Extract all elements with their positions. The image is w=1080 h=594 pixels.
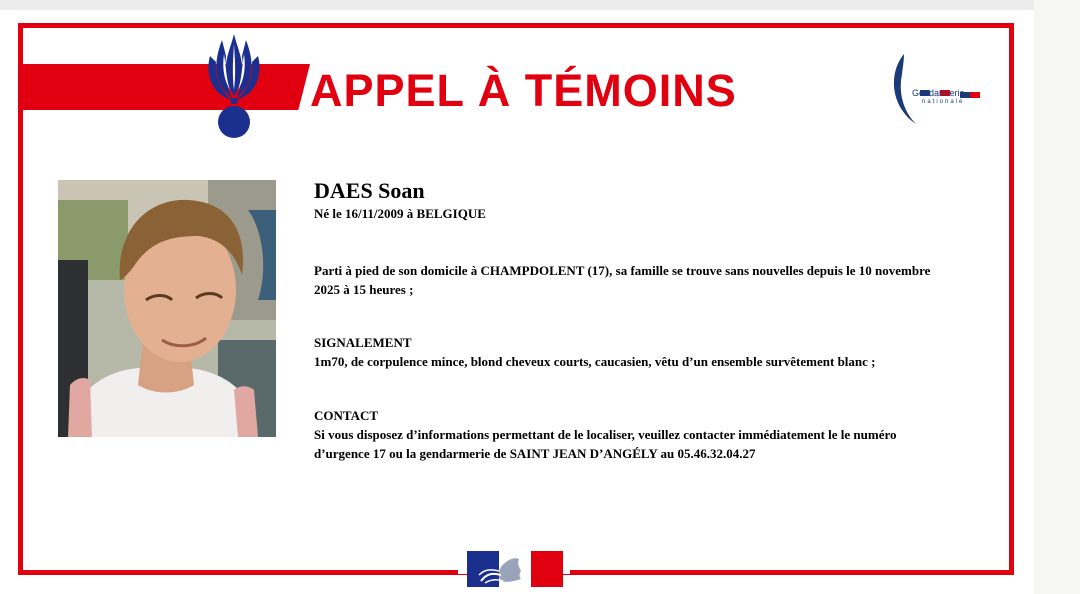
- title-banner: [18, 64, 310, 110]
- page-margin: [1034, 0, 1080, 594]
- logo-text-gendarmerie: Gendarmerie: [912, 88, 965, 98]
- contact-heading: CONTACT: [314, 408, 379, 423]
- signalement-heading: SIGNALEMENT: [314, 335, 412, 350]
- flaming-grenade-icon: [202, 30, 266, 142]
- contact-text: Si vous disposez d’informations permettant de le localiser, veuillez contacter immédiatement le le numéro d’urgence 17 ou la gendarmerie de SAINT JEAN D’ANGÉLY au 05.46.32.04.27: [314, 427, 897, 461]
- page-title: APPEL À TÉMOINS: [310, 65, 737, 116]
- person-name: DAES Soan: [314, 178, 425, 203]
- person-birth: Né le 16/11/2009 à BELGIQUE: [314, 206, 486, 221]
- person-photo: [58, 180, 276, 437]
- marianne-logo-icon: [467, 551, 563, 587]
- logo-text-nationale: nationale: [922, 99, 965, 105]
- signalement-text: 1m70, de corpulence mince, blond cheveux courts, caucasien, vêtu d’un ensemble survêtement blanc ;: [314, 354, 876, 369]
- departure-text: Parti à pied de son domicile à CHAMPDOLENT (17), sa famille se trouve sans nouvelles depuis le 10 novembre 2025 à 15 heures ;: [314, 263, 931, 297]
